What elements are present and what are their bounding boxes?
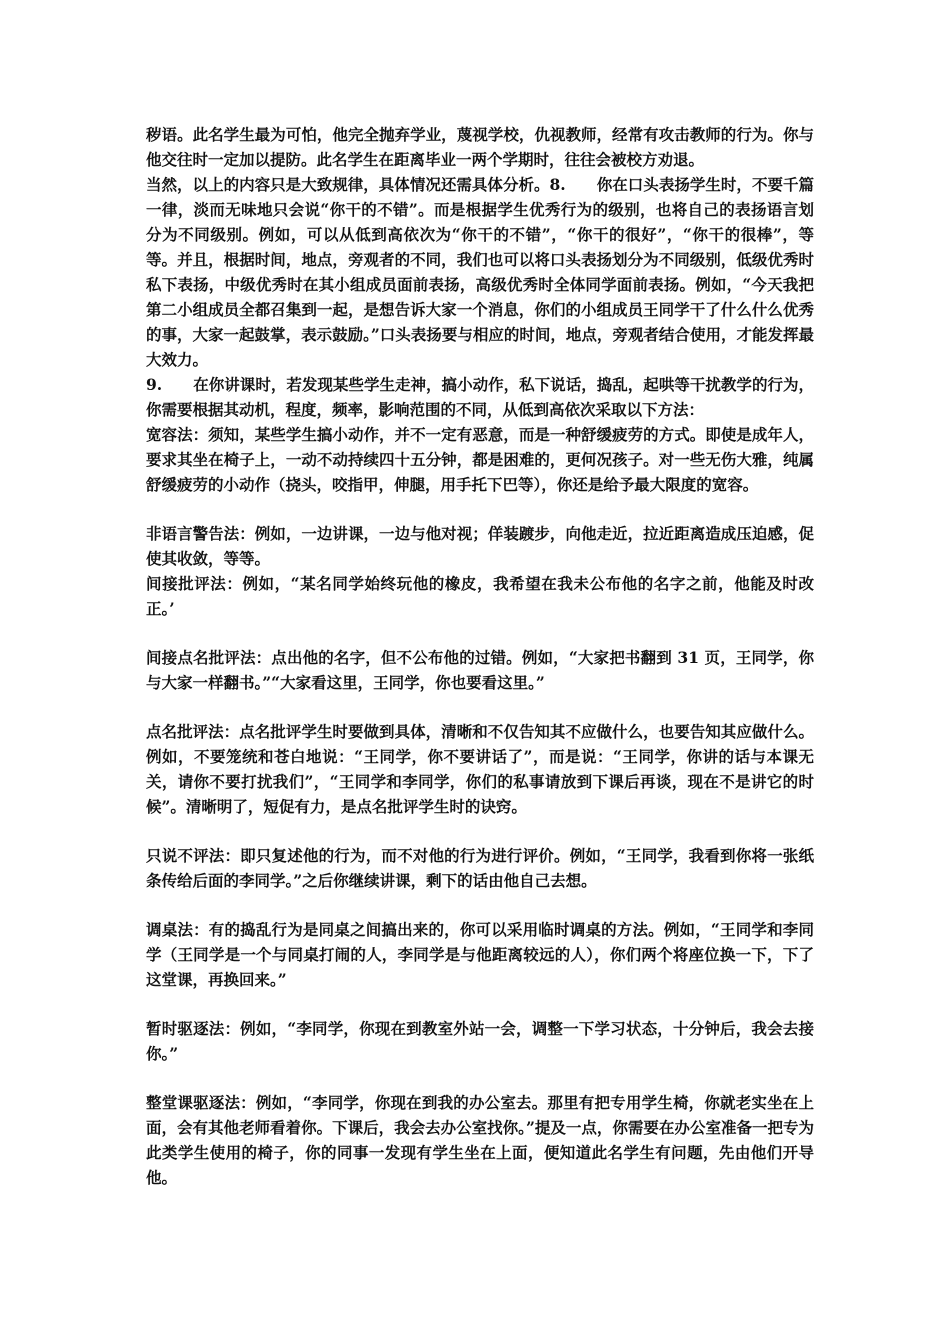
paragraph-verbal-praise: 当然，以上的内容只是大致规律，具体情况还需具体分析。8. 你在口头表扬学生时，不要千篇一律，淡而无味地只会说“你干的不错”。而是根据学生优秀行为的级别，也将自己的表扬语言划分为不同级别。例如，可以从低到高依次为“你干的不错”，“你干的很好”，“你干的很棒”，等等。并且，根据时间，地点，旁观者的不同，我们也可以将口头表扬划分为不同级别，低级优秀时私下表扬，中级优秀时在其小组成员面前表扬，高级优秀时全体同学面前表扬。例如，“今天我把第二小组成员全都召集到一起，是想告诉大家一个消息，你们的小组成员王同学干了什么什么优秀的事，大家一起鼓掌，表示鼓励。”口头表扬要与相应的时间，地点，旁观者结合使用，才能发挥最大效力。: [146, 175, 814, 369]
paragraph-naming-criticism: 点名批评法：点名批评学生时要做到具体，清晰和不仅告知其不应做什么，也要告知其应做什么。例如，不要笼统和苍白地说：“王同学，你不要讲话了”，而是说：“王同学，你讲的话与本课无关，请你不要打扰我们”，“王同学和李同学，你们的私事请放到下课后再谈，现在不是讲它的时候”。清晰明了，短促有力，是点名批评学生时的诀窍。: [146, 722, 814, 816]
paragraph-tolerance-method: 宽容法：须知，某些学生搞小动作，并不一定有恶意，而是一种舒缓疲劳的方式。即使是成年人，要求其坐在椅子上，一动不动持续四十五分钟，都是困难的，更何况孩子。对一些无伤大雅，纯属舒缓疲劳的小动作（挠头，咬指甲，伸腿，用手托下巴等），你还是给予最大限度的宽容。: [146, 425, 814, 494]
paragraph-seat-change: 调桌法：有的捣乱行为是同桌之间搞出来的，你可以采用临时调桌的方法。例如，“王同学和李同学（王同学是一个与同桌打闹的人，李同学是与他距离较远的人），你们两个将座位换一下，下了这堂课，再换回来。”: [146, 920, 814, 989]
paragraph-temporary-removal: 暂时驱逐法：例如，“李同学，你现在到教室外站一会，调整一下学习状态，十分钟后，我会去接你。”: [146, 1019, 814, 1063]
paragraph-indirect-criticism: 间接批评法：例如，“某名同学始终玩他的橡皮，我希望在我未公布他的名字之前，他能及时改正。’: [146, 574, 814, 618]
paragraph-full-class-removal: 整堂课驱逐法：例如，“李同学，你现在到我的办公室去。那里有把专用学生椅，你就老实坐在上面，会有其他老师看着你。下课后，我会去办公室找你。”提及一点，你需要在办公室准备一把专为此类学生使用的椅子，你的同事一发现有学生坐在上面，便知道此名学生有问题，先由他们开导他。: [146, 1093, 814, 1187]
paragraph-nonverbal-warning: 非语言警告法：例如，一边讲课，一边与他对视；佯装踱步，向他走近，拉近距离造成压迫感，促使其收敛，等等。: [146, 524, 814, 568]
paragraph-expelled-student: 秽语。此名学生最为可怕，他完全抛弃学业，蔑视学校，仇视教师，经常有攻击教师的行为。你与他交往时一定加以提防。此名学生在距离毕业一两个学期时，往往会被校方劝退。: [146, 125, 814, 169]
paragraph-describe-only: 只说不评法：即只复述他的行为，而不对他的行为进行评价。例如，“王同学，我看到你将一张纸条传给后面的李同学。”之后你继续讲课，剩下的话由他自己去想。: [146, 846, 814, 890]
paragraph-indirect-naming: 间接点名批评法：点出他的名字，但不公布他的过错。例如，“大家把书翻到 31 页，王同学，你与大家一样翻书。”“大家看这里，王同学，你也要看这里。”: [146, 648, 814, 692]
paragraph-classroom-disruption: 9. 在你讲课时，若发现某些学生走神，搞小动作，私下说话，捣乱，起哄等干扰教学的行为，你需要根据其动机，程度，频率，影响范围的不同，从低到高依次采取以下方法：: [146, 375, 814, 419]
document-page: [146, 122, 814, 1190]
